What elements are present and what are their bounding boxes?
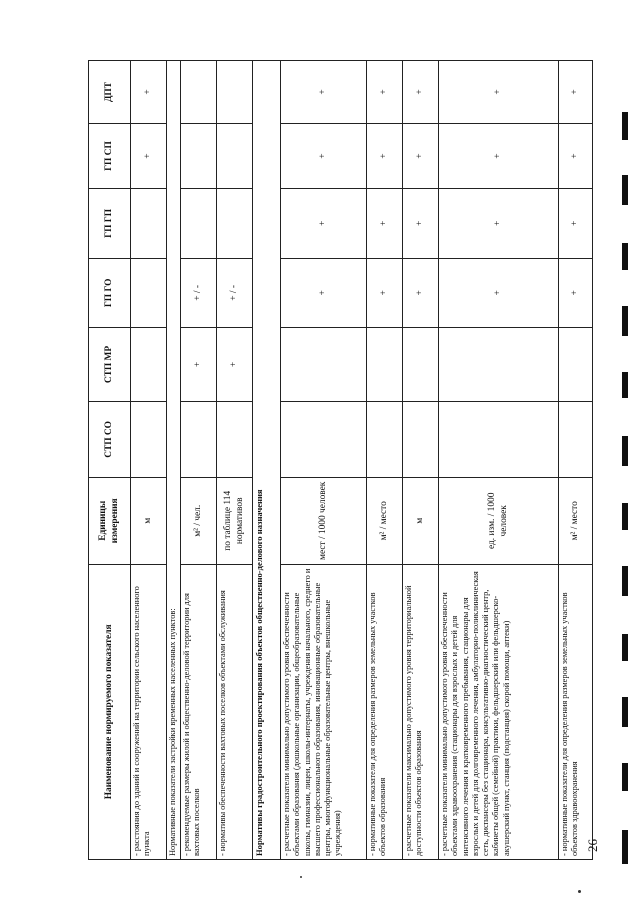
cell-dpt: +: [131, 61, 167, 124]
row-name: - нормативные показатели для определения размеров земельных участков объектов образования: [367, 564, 403, 859]
table-row: [217, 61, 253, 860]
cell-stp-so: [559, 401, 593, 477]
binding-mark: [622, 830, 628, 864]
scan-speck: [300, 876, 302, 878]
table-row-section: [167, 61, 181, 860]
cell-gp-go: +: [367, 258, 403, 327]
cell-stp-mr: +: [181, 328, 217, 402]
cell-dpt: [217, 61, 253, 124]
row-unit: по таблице 114 нормативов: [217, 477, 253, 564]
row-name: - расчетные показатели максимально допустимого уровня территориальной доступности объектов образования: [403, 564, 439, 859]
row-unit: м² / чел.: [181, 477, 217, 564]
row-unit: мест / 1000 человек: [281, 477, 367, 564]
row-unit: м² / место: [367, 477, 403, 564]
table-row: [131, 61, 167, 860]
cell-stp-so: [131, 401, 167, 477]
binding-mark: [622, 763, 628, 791]
table-row: [281, 61, 367, 860]
cell-stp-mr: [403, 328, 439, 402]
cell-gp-go: + / -: [181, 258, 217, 327]
col-header-gp-gp: ГП ГП: [89, 189, 131, 258]
binding-mark: [622, 112, 628, 140]
cell-dpt: [181, 61, 217, 124]
cell-dpt: +: [403, 61, 439, 124]
cell-gp-gp: [181, 189, 217, 258]
cell-stp-so: [281, 401, 367, 477]
row-name: - расчетные показатели минимально допустимого уровня обеспеченности объектами здравоохранения (стационары для взрослых и детей для интенсивного лечения и кратковременного пребывания, стационары для взрослых и детей для долговременного лечения, амбулаторно-поликлиническая сеть, диспансеры без стационара, консультативно-диагностический центр, кабинеты общей (семейной) практики, фельдшерский или фельдшерско-акушерский пункт, станция (подстанция) скорой помощи, аптеки): [439, 564, 559, 859]
table-header-row: [89, 61, 131, 860]
cell-gp-go: +: [403, 258, 439, 327]
table-row: [559, 61, 593, 860]
cell-gp-gp: +: [559, 189, 593, 258]
cell-gp-gp: +: [403, 189, 439, 258]
table-row: [403, 61, 439, 860]
section-heading-bold: Нормативы градостроительного проектирования объектов общественно-делового назначения: [253, 61, 281, 860]
cell-dpt: +: [281, 61, 367, 124]
cell-stp-mr: [439, 328, 559, 402]
binding-mark: [622, 175, 628, 205]
binding-mark: [622, 566, 628, 596]
table-row: [367, 61, 403, 860]
table-row: [181, 61, 217, 860]
cell-stp-so: [439, 401, 559, 477]
cell-gp-gp: [131, 189, 167, 258]
cell-gp-sp: +: [131, 124, 167, 189]
cell-stp-so: [367, 401, 403, 477]
page-number: [587, 832, 599, 856]
cell-gp-sp: [217, 124, 253, 189]
row-unit: м: [403, 477, 439, 564]
scan-speck: [578, 890, 581, 893]
cell-gp-sp: +: [367, 124, 403, 189]
row-unit: ед. изм. / 1000 человек: [439, 477, 559, 564]
cell-dpt: +: [439, 61, 559, 124]
cell-dpt: +: [559, 61, 593, 124]
cell-stp-so: [403, 401, 439, 477]
page-number-text: 26: [585, 839, 600, 852]
row-name: - расчетные показатели минимально допустимого уровня обеспеченности объектами образования (дошкольные организации, общеобразовательные школы, гимназии, лицеи, школы-интернаты, учреждения начального, среднего и высшего профессионального образования, инновационные образовательные центры, многофункциональные образовательные центры, внешкольные учреждения): [281, 564, 367, 859]
cell-dpt: +: [367, 61, 403, 124]
cell-stp-mr: +: [217, 328, 253, 402]
binding-mark: [622, 243, 628, 270]
norms-table: [88, 60, 593, 860]
row-unit: м: [131, 477, 167, 564]
binding-mark: [622, 436, 628, 466]
cell-gp-gp: +: [281, 189, 367, 258]
col-header-stp-so: СТП СО: [89, 401, 131, 477]
binding-mark: [622, 503, 628, 530]
binding-mark: [622, 697, 628, 727]
cell-stp-so: [217, 401, 253, 477]
cell-stp-mr: [281, 328, 367, 402]
binding-mark: [622, 634, 628, 661]
row-name: - рекомендуемые размеры жилой и общественно-деловой территории для вахтовых поселков: [181, 564, 217, 859]
table-row-section: [253, 61, 281, 860]
cell-stp-mr: [131, 328, 167, 402]
row-name: - нормативы обеспеченности вахтовых поселков объектами обслуживания: [217, 564, 253, 859]
section-heading: Нормативные показатели застройки временных населенных пунктов:: [167, 61, 181, 860]
row-unit: м² / место: [559, 477, 593, 564]
cell-gp-sp: +: [281, 124, 367, 189]
cell-gp-sp: +: [439, 124, 559, 189]
cell-stp-mr: [559, 328, 593, 402]
cell-gp-go: + / -: [217, 258, 253, 327]
col-header-gp-sp: ГП СП: [89, 124, 131, 189]
col-header-gp-go: ГП ГО: [89, 258, 131, 327]
cell-gp-sp: [181, 124, 217, 189]
binding-mark: [622, 372, 628, 398]
cell-gp-gp: [217, 189, 253, 258]
table-row: [439, 61, 559, 860]
row-name: - расстояния до зданий и сооружений на территории сельского населенного пункта: [131, 564, 167, 859]
cell-gp-gp: +: [367, 189, 403, 258]
cell-gp-go: [131, 258, 167, 327]
col-header-name: Наименование нормируемого показателя: [89, 564, 131, 859]
cell-gp-sp: +: [403, 124, 439, 189]
row-name: - нормативные показатели для определения размеров земельных участков объектов здравоохранения: [559, 564, 593, 859]
col-header-unit: Единицы измерения: [89, 477, 131, 564]
cell-gp-sp: +: [559, 124, 593, 189]
cell-gp-go: +: [439, 258, 559, 327]
cell-gp-go: +: [281, 258, 367, 327]
cell-gp-go: +: [559, 258, 593, 327]
binding-mark: [622, 306, 628, 336]
cell-stp-mr: [367, 328, 403, 402]
cell-gp-gp: +: [439, 189, 559, 258]
cell-stp-so: [181, 401, 217, 477]
col-header-dpt: ДПТ: [89, 61, 131, 124]
rotated-page: [88, 60, 580, 860]
col-header-stp-mr: СТП МР: [89, 328, 131, 402]
